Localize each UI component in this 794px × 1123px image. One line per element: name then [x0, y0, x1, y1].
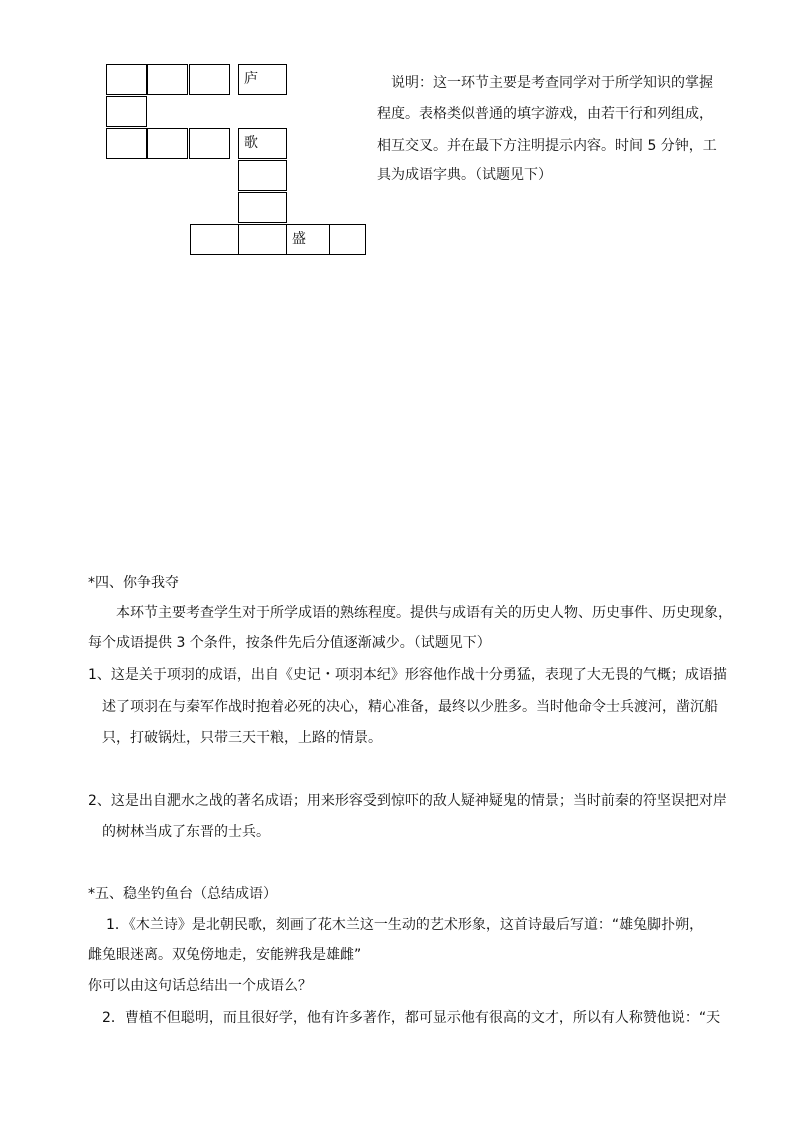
crossword-cell[interactable]: [147, 64, 188, 95]
question-line: 述了项羽在与秦军作战时抱着必死的决心，精心准备，最终以少胜多。当时他命令士兵渡河，凿沉船: [102, 699, 718, 715]
note-line: 程度。表格类似普通的填字游戏，由若干行和列组成，: [377, 106, 713, 122]
crossword-cell[interactable]: [106, 96, 147, 127]
crossword-cell[interactable]: [147, 128, 188, 159]
crossword-cell[interactable]: [238, 160, 287, 191]
paragraph-line: 本环节主要考查学生对于所学成语的熟练程度。提供与成语有关的历史人物、历史事件、历史现象，: [116, 605, 732, 621]
crossword-cell[interactable]: [190, 224, 239, 255]
crossword-cell[interactable]: 歌: [238, 128, 287, 159]
crossword-cell[interactable]: 庐: [238, 64, 287, 95]
section-heading: *五、稳坐钓鱼台（总结成语）: [88, 886, 277, 902]
note-line: 说明：这一环节主要是考查同学对于所学知识的掌握: [391, 75, 713, 91]
question-line: 只，打破锅灶，只带三天干粮，上路的情景。: [102, 730, 382, 746]
question-line: 1．《木兰诗》是北朝民歌，刻画了花木兰这一生动的艺术形象，这首诗最后写道：“雄兔脚扑朔，: [106, 917, 704, 933]
crossword-cell[interactable]: [106, 64, 147, 95]
note-line: 相互交叉。并在最下方注明提示内容。时间 5 分钟，工: [377, 138, 717, 154]
question-line: 的树林当成了东晋的士兵。: [102, 824, 270, 840]
crossword-cell[interactable]: [106, 128, 147, 159]
crossword-cell[interactable]: [189, 128, 230, 159]
crossword-cell[interactable]: [189, 64, 230, 95]
note-line: 具为成语字典。（试题见下）: [377, 167, 552, 183]
crossword-cell[interactable]: [238, 224, 287, 255]
crossword-cell[interactable]: 盛: [286, 224, 330, 255]
question-line: 2、这是出自淝水之战的著名成语；用来形容受到惊吓的敌人疑神疑鬼的情景；当时前秦的符坚误把对岸: [88, 793, 727, 809]
crossword-cell[interactable]: [329, 224, 366, 255]
question-line: 1、这是关于项羽的成语，出自《史记・项羽本纪》形容他作战十分勇猛，表现了大无畏的气概；成语描: [88, 667, 727, 683]
question-line: 雌兔眼迷离。双兔傍地走，安能辨我是雄雌”: [88, 947, 362, 963]
section-heading: *四、你争我夺: [88, 575, 179, 591]
question-line: 你可以由这句话总结出一个成语么？: [88, 978, 312, 994]
paragraph-line: 每个成语提供 3 个条件，按条件先后分值逐渐减少。（试题见下）: [88, 635, 491, 651]
question-line: 2．曹植不但聪明，而且很好学，他有许多著作，都可显示他有很高的文才，所以有人称赞他说：“天: [102, 1010, 721, 1026]
crossword-cell[interactable]: [238, 192, 287, 223]
